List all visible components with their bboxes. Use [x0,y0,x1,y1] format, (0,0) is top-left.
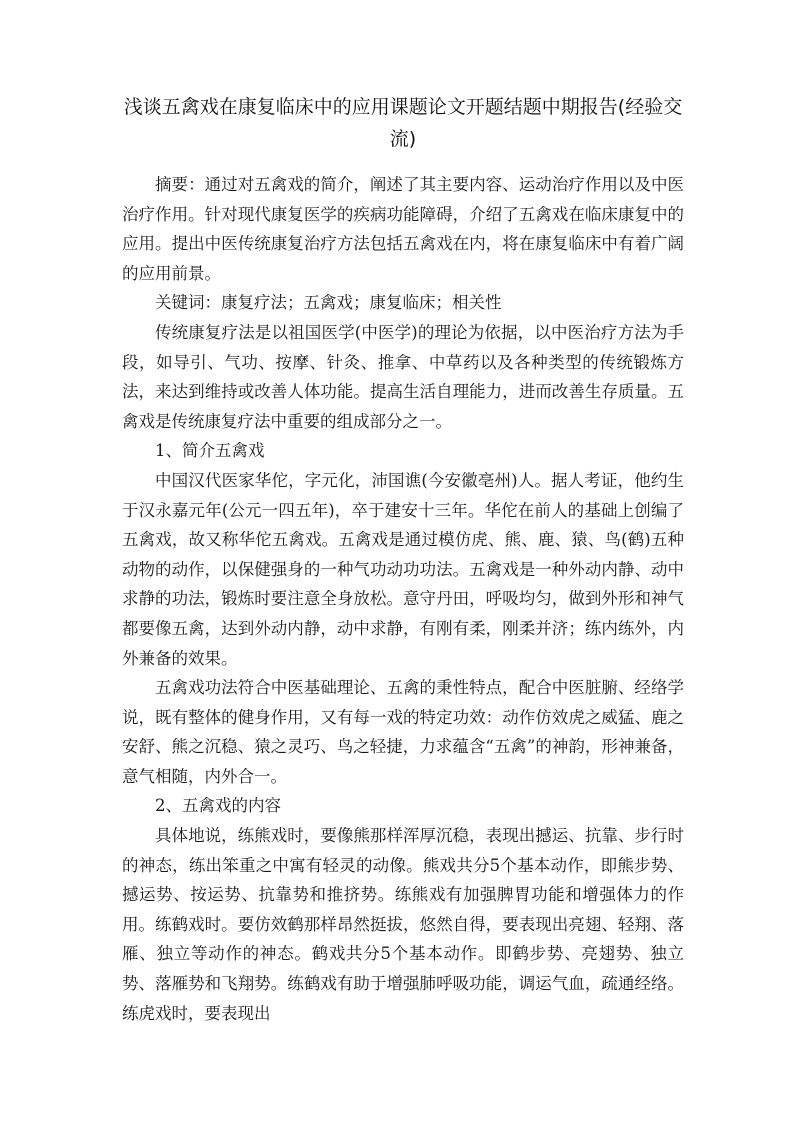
document-title: 浅谈五禽戏在康复临床中的应用课题论文开题结题中期报告(经验交流) [123,96,683,150]
body-paragraph: 五禽戏功法符合中医基础理论、五禽的秉性特点，配合中医脏腑、经络学说，既有整体的健身作用，又有每一戏的特定功效：动作仿效虎之威猛、鹿之安舒、熊之沉稳、猿之灵巧、鸟之轻捷，力求蕴含“五禽”的神韵，形神兼备，意气相随，内外合一。 [122,678,684,786]
section-heading-1: 1、简介五禽戏 [155,441,265,461]
abstract-paragraph: 摘要：通过对五禽戏的简介，阐述了其主要内容、运动治疗作用以及中医治疗作用。针对现代康复医学的疾病功能障碍，介绍了五禽戏在临床康复中的应用。提出中医传统康复治疗方法包括五禽戏在内，将在康复临床中有着广阔的应用前景。 [122,175,684,283]
document-body [122,170,684,1028]
keywords-paragraph: 关键词：康复疗法；五禽戏；康复临床；相关性 [155,293,502,313]
body-paragraph: 中国汉代医家华佗，字元化，沛国谯(今安徽亳州)人。据人考证，他约生于汉永嘉元年(公元一四五年)，卒于建安十三年。华佗在前人的基础上创编了五禽戏，故又称华佗五禽戏。五禽戏是通过模仿虎、熊、鹿、猿、鸟(鹤)五种动物的动作，以保健强身的一种气功动功功法。五禽戏是一种外动内静、动中求静的功法，锻炼时要注意全身放松。意守丹田，呼吸均匀，做到外形和神气都要像五禽，达到外动内静，动中求静，有刚有柔，刚柔并济；练内练外，内外兼备的效果。 [122,470,684,668]
body-paragraph: 传统康复疗法是以祖国医学(中医学)的理论为依据，以中医治疗方法为手段，如导引、气功、按摩、针灸、推拿、中草药以及各种类型的传统锻炼方法，来达到维持或改善人体功能。提高生活自理能力，进而改善生存质量。五禽戏是传统康复疗法中重要的组成部分之一。 [122,322,684,431]
body-paragraph: 具体地说，练熊戏时，要像熊那样浑厚沉稳，表现出撼运、抗靠、步行时的神态，练出笨重之中寓有轻灵的动像。熊戏共分5个基本动作，即熊步势、撼运势、按运势、抗靠势和推挤势。练熊戏有加强脾胃功能和增强体力的作用。练鹤戏时。要仿效鹤那样昂然挺拔，悠然自得，要表现出亮翅、轻翔、落雁、独立等动作的神态。鹤戏共分5个基本动作。即鹤步势、亮翅势、独立势、落雁势和飞翔势。练鹤戏有助于增强肺呼吸功能，调运气血，疏通经络。练虎戏时，要表现出 [122,826,684,1023]
section-heading-2: 2、五禽戏的内容 [155,796,281,816]
